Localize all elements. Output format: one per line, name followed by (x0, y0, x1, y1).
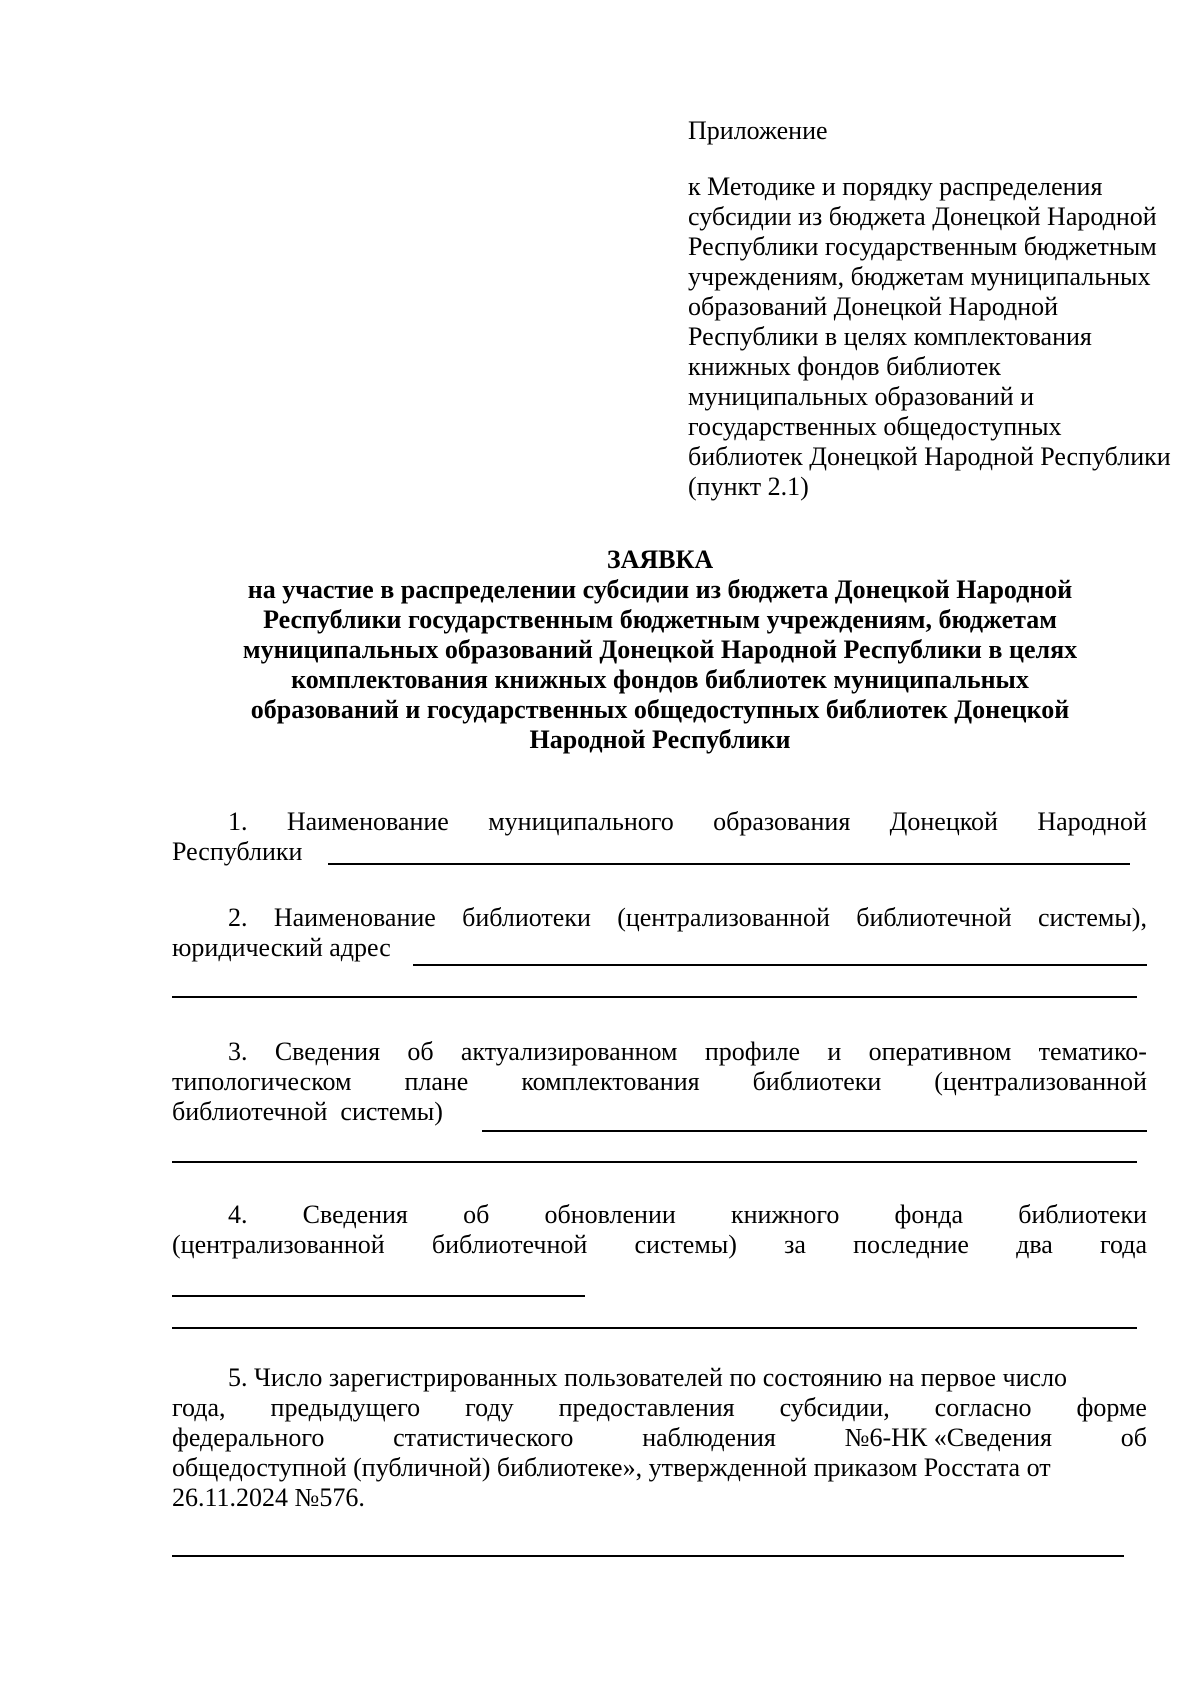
word: обновлении (544, 1200, 676, 1229)
attachment-line: субсидии из бюджета Донецкой Народной (688, 202, 1157, 231)
word: об (1120, 1423, 1147, 1452)
item-3-line-1 (172, 1037, 1147, 1067)
item-4 (172, 1200, 1147, 1260)
word: системы) (634, 1230, 737, 1259)
attachment-line: Республики в целях комплектования (688, 322, 1092, 351)
word: муниципального (488, 807, 674, 836)
word: 4. (228, 1200, 248, 1229)
attachment-line: образований Донецкой Народной (688, 292, 1059, 321)
item-1-line-1 (172, 807, 1147, 837)
word: профиле (704, 1037, 801, 1066)
item-5 (172, 1363, 1147, 1513)
item-1 (172, 807, 1147, 867)
word: фонда (894, 1200, 964, 1229)
word: 3. (228, 1037, 248, 1066)
attachment-line: библиотек Донецкой Народной Республики (688, 442, 1171, 471)
item-1-blank-line[interactable] (328, 863, 1130, 865)
item-5-line-1: 5. Число зарегистрированных пользователей по состоянию на первое число (228, 1363, 1068, 1392)
word: согласно (934, 1393, 1032, 1422)
item-5-line-3 (172, 1423, 1147, 1453)
word: предоставления (558, 1393, 735, 1422)
word: тематико- (1038, 1037, 1147, 1066)
word: образования (713, 807, 851, 836)
word: Донецкой (889, 807, 998, 836)
item-2-blank-line[interactable] (413, 964, 1147, 966)
word: Народной (1037, 807, 1147, 836)
word: актуализированном (460, 1037, 678, 1066)
word: Наименование (273, 903, 436, 932)
item-4-blank-line-2[interactable] (172, 1327, 1137, 1329)
word: наблюдения (642, 1423, 776, 1452)
word: и (827, 1037, 842, 1066)
item-2-line-2: юридический адрес (172, 933, 391, 962)
word: Сведения (274, 1037, 381, 1066)
word: оперативном (868, 1037, 1012, 1066)
word: системы), (1037, 903, 1147, 932)
title-line: комплектования книжных фондов библиотек муниципальных (291, 665, 1029, 694)
word: типологическом (172, 1067, 352, 1096)
item-2-line-1 (172, 903, 1147, 933)
word: два (1016, 1230, 1053, 1259)
title-heading: ЗАЯВКА (606, 545, 714, 574)
attachment-line: учреждениям, бюджетам муниципальных (688, 262, 1151, 291)
item-3 (172, 1037, 1147, 1127)
word: библиотеки (462, 903, 591, 932)
attachment-line: государственных общедоступных (688, 412, 1062, 441)
word: об (407, 1037, 434, 1066)
title-line: муниципальных образований Донецкой Народной Республики в целях (242, 635, 1078, 664)
item-2 (172, 903, 1147, 963)
word: последние (853, 1230, 969, 1259)
title-line: образований и государственных общедоступных библиотек Донецкой (250, 695, 1070, 724)
item-4-line-2 (172, 1230, 1147, 1260)
word: предыдущего (270, 1393, 421, 1422)
word: библиотеки (1018, 1200, 1147, 1229)
title-line: Народной Республики (529, 725, 791, 754)
item-5-blank-line[interactable] (172, 1555, 1124, 1557)
word: (централизованной (172, 1230, 385, 1259)
word: федерального (172, 1423, 325, 1452)
word: Сведения (302, 1200, 408, 1229)
word: форме (1076, 1393, 1147, 1422)
word: библиотеки (752, 1067, 882, 1096)
item-4-line-1 (172, 1200, 1147, 1230)
attachment-line: (пункт 2.1) (688, 472, 809, 501)
document-title (200, 545, 1120, 755)
title-line: на участие в распределении субсидии из бюджета Донецкой Народной (247, 575, 1073, 604)
word: года, (172, 1393, 226, 1422)
word: (централизованной (934, 1067, 1147, 1096)
word: книжного (730, 1200, 840, 1229)
word: 2. (228, 903, 248, 932)
word: году (465, 1393, 514, 1422)
attachment-line: муниципальных образований и (688, 382, 1035, 411)
word: библиотечной (856, 903, 1012, 932)
item-5-line-5: 26.11.2024 №576. (172, 1483, 365, 1512)
item-1-line-2: Республики (172, 837, 303, 866)
word: субсидии, (779, 1393, 890, 1422)
item-5-line-2 (172, 1393, 1147, 1423)
word: №6-НК «Сведения (844, 1423, 1052, 1452)
attachment-text (688, 172, 1171, 502)
word: комплектования (521, 1067, 700, 1096)
item-2-blank-line-2[interactable] (172, 996, 1137, 998)
word: (централизованной (617, 903, 830, 932)
word: об (463, 1200, 490, 1229)
word: плане (404, 1067, 469, 1096)
word: за (784, 1230, 806, 1259)
attachment-line: книжных фондов библиотек (688, 352, 1001, 381)
item-3-blank-line-2[interactable] (172, 1161, 1137, 1163)
word: Наименование (286, 807, 449, 836)
item-4-blank-line[interactable] (172, 1295, 585, 1297)
item-5-line-4: общедоступной (публичной) библиотеке», утвержденной приказом Росстата от (172, 1453, 1051, 1482)
item-3-line-3: библиотечной системы) (172, 1097, 443, 1126)
attachment-title: Приложение (688, 116, 828, 145)
word: библиотечной (431, 1230, 588, 1259)
item-3-line-2 (172, 1067, 1147, 1097)
word: года (1099, 1230, 1147, 1259)
attachment-line: Республики государственным бюджетным (688, 232, 1157, 261)
item-3-blank-line[interactable] (482, 1130, 1147, 1132)
word: статистического (393, 1423, 574, 1452)
word: 1. (228, 807, 248, 836)
attachment-line: к Методике и порядку распределения (688, 172, 1103, 201)
title-line: Республики государственным бюджетным учреждениям, бюджетам (263, 605, 1057, 634)
